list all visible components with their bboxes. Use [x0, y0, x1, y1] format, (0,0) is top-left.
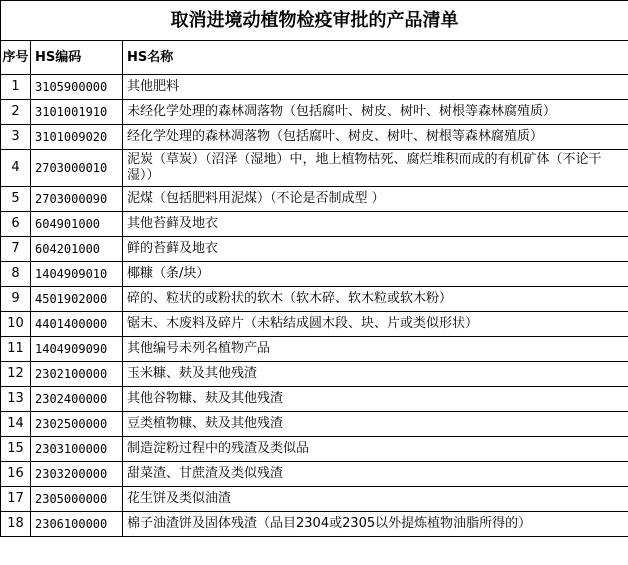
table-row: [1, 125, 628, 150]
row-hs-code: 2302100000: [31, 362, 123, 387]
row-number: 11: [1, 337, 31, 362]
row-hs-code: 3101001910: [31, 100, 123, 125]
table-row: [1, 100, 628, 125]
row-number: 6: [1, 212, 31, 237]
row-hs-name: 经化学处理的森林凋落物（包括腐叶、树皮、树叶、树根等森林腐殖质）: [123, 125, 628, 150]
row-hs-name: 锯末、木废料及碎片（未粘结成圆木段、块、片或类似形状）: [123, 312, 628, 337]
table-row: [1, 487, 628, 512]
row-hs-code: 2302500000: [31, 412, 123, 437]
table-row: [1, 237, 628, 262]
row-number: 18: [1, 512, 31, 537]
row-hs-name: 玉米糠、麸及其他残渣: [123, 362, 628, 387]
table-body: [1, 75, 628, 537]
row-number: 16: [1, 462, 31, 487]
row-number: 1: [1, 75, 31, 100]
table-row: [1, 187, 628, 212]
row-number: 12: [1, 362, 31, 387]
row-hs-name: 未经化学处理的森林凋落物（包括腐叶、树皮、树叶、树根等森林腐殖质）: [123, 100, 628, 125]
row-hs-name: 其他苔藓及地衣: [123, 212, 628, 237]
row-hs-code: 3101009020: [31, 125, 123, 150]
row-hs-code: 4401400000: [31, 312, 123, 337]
table-row: [1, 287, 628, 312]
row-hs-name: 泥煤（包括肥料用泥煤）（不论是否制成型 ）: [123, 187, 628, 212]
row-hs-name: 碎的、粒状的或粉状的软木（软木碎、软木粒或软木粉）: [123, 287, 628, 312]
row-hs-name: 鲜的苔藓及地衣: [123, 237, 628, 262]
row-hs-code: 604201000: [31, 237, 123, 262]
row-number: 5: [1, 187, 31, 212]
row-number: 10: [1, 312, 31, 337]
row-hs-code: 2703000090: [31, 187, 123, 212]
row-hs-code: 3105900000: [31, 75, 123, 100]
row-hs-code: 4501902000: [31, 287, 123, 312]
table-row: [1, 150, 628, 187]
header-hs-name: HS名称: [123, 41, 628, 75]
header-row: [1, 41, 628, 75]
row-hs-code: 1404909090: [31, 337, 123, 362]
row-hs-name: 其他肥料: [123, 75, 628, 100]
table-row: [1, 437, 628, 462]
row-hs-name: 甜菜渣、甘蔗渣及类似残渣: [123, 462, 628, 487]
table-row: [1, 312, 628, 337]
row-hs-code: 2305000000: [31, 487, 123, 512]
row-hs-name: 制造淀粉过程中的残渣及类似品: [123, 437, 628, 462]
header-hs-code: HS编码: [31, 41, 123, 75]
table-row: [1, 75, 628, 100]
row-number: 9: [1, 287, 31, 312]
row-hs-code: 2306100000: [31, 512, 123, 537]
row-hs-name: 豆类植物糠、麸及其他残渣: [123, 412, 628, 437]
row-number: 8: [1, 262, 31, 287]
table-row: [1, 362, 628, 387]
row-hs-name: 花生饼及类似油渣: [123, 487, 628, 512]
table-row: [1, 462, 628, 487]
row-hs-code: 604901000: [31, 212, 123, 237]
table-row: [1, 212, 628, 237]
row-hs-code: 1404909010: [31, 262, 123, 287]
row-hs-code: 2302400000: [31, 387, 123, 412]
row-number: 7: [1, 237, 31, 262]
row-number: 17: [1, 487, 31, 512]
row-number: 13: [1, 387, 31, 412]
row-hs-name: 椰糠（条/块）: [123, 262, 628, 287]
row-hs-name: 其他编号未列名植物产品: [123, 337, 628, 362]
table-row: [1, 412, 628, 437]
table-row: [1, 262, 628, 287]
table-title: 取消进境动植物检疫审批的产品清单: [1, 1, 628, 41]
table-row: [1, 337, 628, 362]
table-row: [1, 387, 628, 412]
row-number: 4: [1, 150, 31, 187]
row-hs-code: 2303100000: [31, 437, 123, 462]
row-hs-name: 棉子油渣饼及固体残渣（品目2304或2305以外提炼植物油脂所得的）: [123, 512, 628, 537]
header-no: 序号: [1, 41, 31, 75]
row-number: 3: [1, 125, 31, 150]
row-number: 14: [1, 412, 31, 437]
row-hs-code: 2303200000: [31, 462, 123, 487]
row-number: 15: [1, 437, 31, 462]
row-hs-code: 2703000010: [31, 150, 123, 187]
table-row: [1, 512, 628, 537]
row-hs-name: 泥炭（草炭）（沼泽（湿地）中，地上植物枯死、腐烂堆积而成的有机矿体（不论干湿））: [123, 150, 628, 187]
row-number: 2: [1, 100, 31, 125]
row-hs-name: 其他谷物糠、麸及其他残渣: [123, 387, 628, 412]
